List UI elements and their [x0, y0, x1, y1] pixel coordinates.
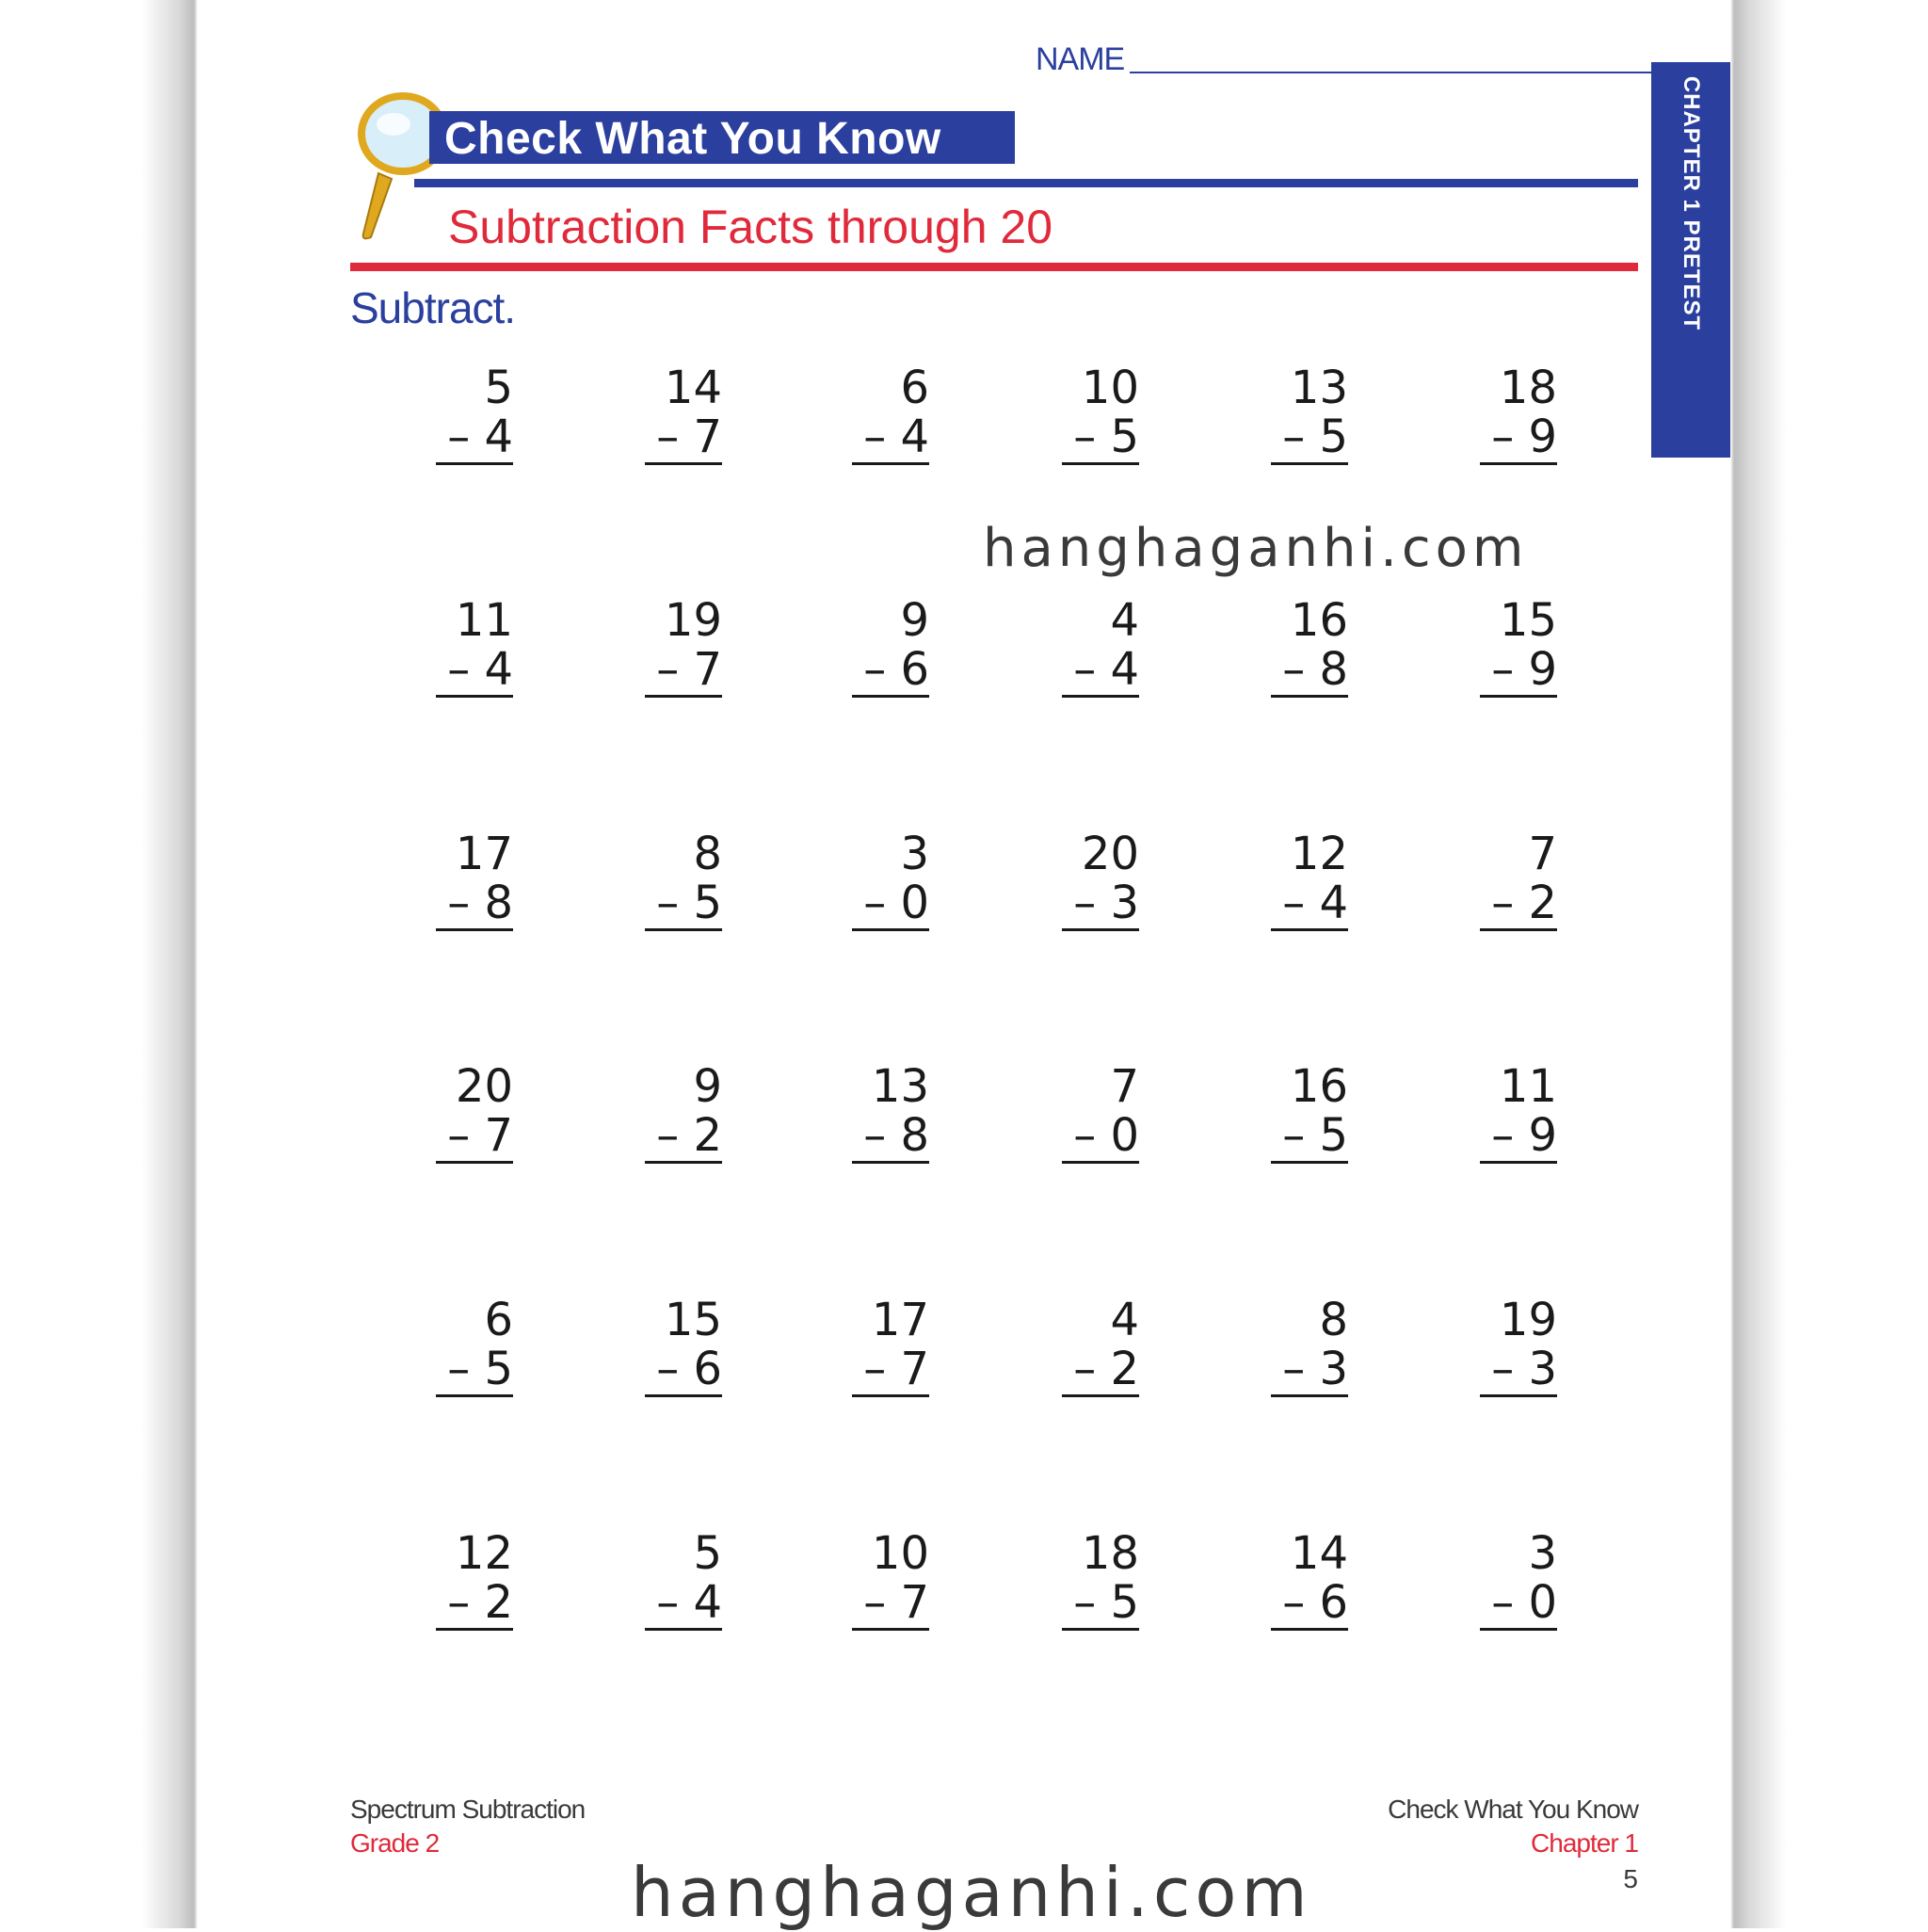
subtraction-problem — [1197, 362, 1348, 485]
subtrahend: – 5 — [1062, 411, 1139, 465]
side-tab-label: CHAPTER 1 PRETEST — [1679, 75, 1704, 331]
minuend: 5 — [693, 1527, 722, 1580]
subtraction-problem — [362, 362, 513, 485]
subtraction-problem — [1197, 1295, 1348, 1417]
subtrahend: – 4 — [1062, 644, 1139, 698]
subtrahend: – 8 — [1271, 644, 1348, 698]
subtrahend: – 0 — [1062, 1110, 1139, 1164]
minuend: 11 — [1499, 1060, 1557, 1113]
subtrahend: – 5 — [645, 877, 722, 931]
subtraction-problem — [571, 1528, 722, 1650]
minuend: 14 — [664, 362, 722, 414]
minuend: 17 — [871, 1294, 929, 1346]
minuend: 19 — [664, 594, 722, 647]
subtrahend: – 9 — [1480, 1110, 1557, 1164]
subtitle-rule — [350, 263, 1638, 271]
minuend: 13 — [1290, 362, 1348, 414]
chapter-side-tab — [1651, 62, 1730, 458]
minuend: 20 — [1081, 828, 1139, 880]
subtraction-problem — [1406, 362, 1557, 485]
minuend: 7 — [1110, 1060, 1139, 1113]
subtraction-problem — [571, 1295, 722, 1417]
minuend: 11 — [455, 594, 513, 647]
subtraction-problem — [571, 362, 722, 485]
subtraction-problem — [988, 362, 1139, 485]
minuend: 5 — [484, 362, 513, 414]
subtrahend: – 6 — [645, 1344, 722, 1397]
subtraction-problem — [779, 362, 929, 485]
name-label: NAME — [1036, 41, 1125, 77]
subtrahend: – 6 — [852, 644, 929, 698]
subtraction-problem — [362, 1295, 513, 1417]
footer-section-title: Check What You Know — [1388, 1795, 1638, 1824]
subtraction-problem — [779, 1061, 929, 1183]
subtrahend: – 5 — [1271, 1110, 1348, 1164]
minuend: 19 — [1499, 1294, 1557, 1346]
minuend: 18 — [1081, 1527, 1139, 1580]
name-field[interactable] — [1036, 41, 1638, 79]
subtraction-problem — [362, 1528, 513, 1650]
minuend: 6 — [900, 362, 929, 414]
title-banner — [429, 111, 1015, 164]
subtrahend: – 4 — [1271, 877, 1348, 931]
subtraction-problem — [1197, 829, 1348, 951]
minuend: 9 — [693, 1060, 722, 1113]
subtraction-problem — [362, 1061, 513, 1183]
subtraction-problem — [1197, 1528, 1348, 1650]
minuend: 10 — [1081, 362, 1139, 414]
minuend: 13 — [871, 1060, 929, 1113]
subtrahend: – 5 — [1271, 411, 1348, 465]
page-shadow-left — [0, 0, 198, 1928]
subtrahend: – 0 — [1480, 1577, 1557, 1631]
page-shadow-right — [1730, 0, 1928, 1928]
subtrahend: – 3 — [1480, 1344, 1557, 1397]
subtraction-problem — [779, 829, 929, 951]
subtraction-problem — [1406, 829, 1557, 951]
watermark-bottom: hanghaganhi.com — [631, 1853, 1312, 1932]
minuend: 12 — [1290, 828, 1348, 880]
subtraction-problem — [988, 1528, 1139, 1650]
subtrahend: – 7 — [645, 644, 722, 698]
minuend: 16 — [1290, 1060, 1348, 1113]
subtraction-problem — [571, 595, 722, 717]
subtraction-problem — [1197, 1061, 1348, 1183]
subtrahend: – 4 — [436, 644, 513, 698]
minuend: 8 — [693, 828, 722, 880]
minuend: 15 — [1499, 594, 1557, 647]
minuend: 14 — [1290, 1527, 1348, 1580]
subtrahend: – 7 — [645, 411, 722, 465]
subtrahend: – 4 — [645, 1577, 722, 1631]
subtrahend: – 2 — [1062, 1344, 1139, 1397]
subtraction-problem — [988, 1295, 1139, 1417]
subtraction-problem — [1197, 595, 1348, 717]
subtrahend: – 3 — [1271, 1344, 1348, 1397]
minuend: 7 — [1528, 828, 1557, 880]
watermark-top: hanghaganhi.com — [983, 518, 1529, 579]
page-subtitle: Subtraction Facts through 20 — [448, 201, 1053, 253]
minuend: 12 — [455, 1527, 513, 1580]
minuend: 8 — [1319, 1294, 1348, 1346]
subtraction-problem — [571, 1061, 722, 1183]
subtrahend: – 7 — [852, 1344, 929, 1397]
subtrahend: – 4 — [436, 411, 513, 465]
minuend: 9 — [900, 594, 929, 647]
minuend: 6 — [484, 1294, 513, 1346]
subtrahend: – 2 — [1480, 877, 1557, 931]
subtrahend: – 0 — [852, 877, 929, 931]
subtrahend: – 2 — [436, 1577, 513, 1631]
subtraction-problem — [779, 1528, 929, 1650]
subtrahend: – 2 — [645, 1110, 722, 1164]
subtraction-problem — [362, 829, 513, 951]
instruction-text: Subtract. — [350, 283, 516, 332]
minuend: 4 — [1110, 594, 1139, 647]
minuend: 17 — [455, 828, 513, 880]
subtrahend: – 9 — [1480, 644, 1557, 698]
subtrahend: – 8 — [852, 1110, 929, 1164]
minuend: 10 — [871, 1527, 929, 1580]
subtrahend: – 9 — [1480, 411, 1557, 465]
subtraction-problem — [779, 1295, 929, 1417]
name-line[interactable] — [1130, 72, 1727, 73]
minuend: 4 — [1110, 1294, 1139, 1346]
minuend: 16 — [1290, 594, 1348, 647]
subtraction-problem — [362, 595, 513, 717]
page-title: Check What You Know — [444, 114, 941, 164]
minuend: 3 — [900, 828, 929, 880]
subtrahend: – 5 — [436, 1344, 513, 1397]
page-number: 5 — [1623, 1864, 1638, 1893]
minuend: 20 — [455, 1060, 513, 1113]
subtraction-problem — [988, 1061, 1139, 1183]
title-rule — [414, 179, 1638, 187]
minuend: 15 — [664, 1294, 722, 1346]
subtrahend: – 6 — [1271, 1577, 1348, 1631]
subtraction-problem — [988, 595, 1139, 717]
footer-grade: Grade 2 — [350, 1828, 440, 1858]
subtraction-problem — [779, 595, 929, 717]
subtraction-problem — [571, 829, 722, 951]
subtraction-problem — [1406, 1295, 1557, 1417]
subtraction-problem — [988, 829, 1139, 951]
subtrahend: – 4 — [852, 411, 929, 465]
footer-book-title: Spectrum Subtraction — [350, 1795, 586, 1824]
minuend: 3 — [1528, 1527, 1557, 1580]
subtrahend: – 3 — [1062, 877, 1139, 931]
subtrahend: – 7 — [852, 1577, 929, 1631]
footer-chapter: Chapter 1 — [1531, 1828, 1638, 1858]
subtraction-problem — [1406, 1061, 1557, 1183]
subtrahend: – 8 — [436, 877, 513, 931]
subtrahend: – 7 — [436, 1110, 513, 1164]
subtraction-problem — [1406, 595, 1557, 717]
subtraction-problem — [1406, 1528, 1557, 1650]
minuend: 18 — [1499, 362, 1557, 414]
subtrahend: – 5 — [1062, 1577, 1139, 1631]
